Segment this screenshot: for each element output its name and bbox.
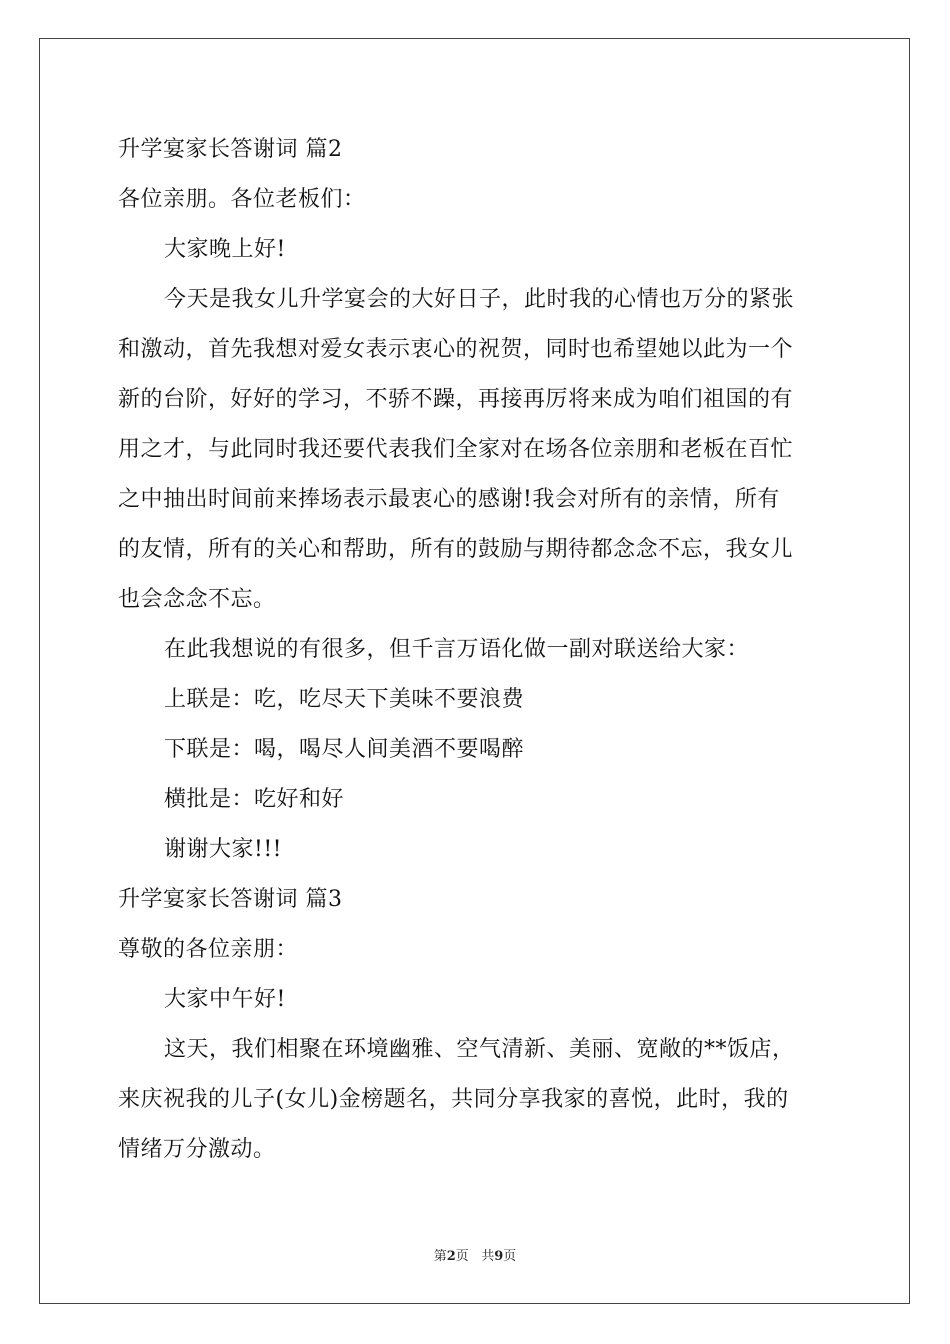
total-pages: 9 xyxy=(494,1249,504,1264)
paragraph-line: 情绪万分激动。 xyxy=(118,1137,276,1162)
section-heading-2: 升学宴家长答谢词 篇2 xyxy=(118,137,343,162)
salutation: 尊敬的各位亲朋： xyxy=(118,937,299,962)
paragraph-line: 的友情，所有的关心和帮助，所有的鼓励与期待都念念不忘，我女儿 xyxy=(118,537,794,562)
greeting: 大家中午好! xyxy=(164,987,286,1012)
page-suffix: 页 xyxy=(455,1249,469,1264)
paragraph-line: 这天，我们相聚在环境幽雅、空气清新、美丽、宽敞的**饭店， xyxy=(164,1037,795,1062)
paragraph-line: 来庆祝我的儿子(女儿)金榜题名，共同分享我家的喜悦，此时，我的 xyxy=(118,1087,789,1112)
paragraph-line: 和激动，首先我想对爱女表示衷心的祝贺，同时也希望她以此为一个 xyxy=(118,337,794,362)
page-frame xyxy=(39,38,910,1304)
greeting: 大家晚上好! xyxy=(164,237,286,262)
couplet-second: 下联是：喝，喝尽人间美酒不要喝醉 xyxy=(164,737,525,762)
section-heading-3: 升学宴家长答谢词 篇3 xyxy=(118,887,343,912)
page-prefix: 第 xyxy=(433,1249,447,1264)
paragraph-line: 新的台阶，好好的学习，不骄不躁，再接再厉将来成为咱们祖国的有 xyxy=(118,387,794,412)
couplet-banner: 横批是：吃好和好 xyxy=(164,787,345,812)
thanks-line: 谢谢大家!!! xyxy=(164,837,283,862)
paragraph-line: 用之才，与此同时我还要代表我们全家对在场各位亲朋和老板在百忙 xyxy=(118,437,794,462)
paragraph-line: 之中抽出时间前来捧场表示最衷心的感谢!我会对所有的亲情，所有 xyxy=(118,487,780,512)
paragraph-line: 也会念念不忘。 xyxy=(118,587,276,612)
paragraph-line: 在此我想说的有很多，但千言万语化做一副对联送给大家： xyxy=(164,637,750,662)
total-suffix: 页 xyxy=(503,1249,517,1264)
page-footer xyxy=(0,1248,950,1266)
total-prefix: 共 xyxy=(481,1249,495,1264)
salutation: 各位亲朋。各位老板们： xyxy=(118,187,366,212)
page-number: 2 xyxy=(446,1249,456,1264)
paragraph-line: 今天是我女儿升学宴会的大好日子，此时我的心情也万分的紧张 xyxy=(164,287,795,312)
couplet-first: 上联是：吃，吃尽天下美味不要浪费 xyxy=(164,687,525,712)
